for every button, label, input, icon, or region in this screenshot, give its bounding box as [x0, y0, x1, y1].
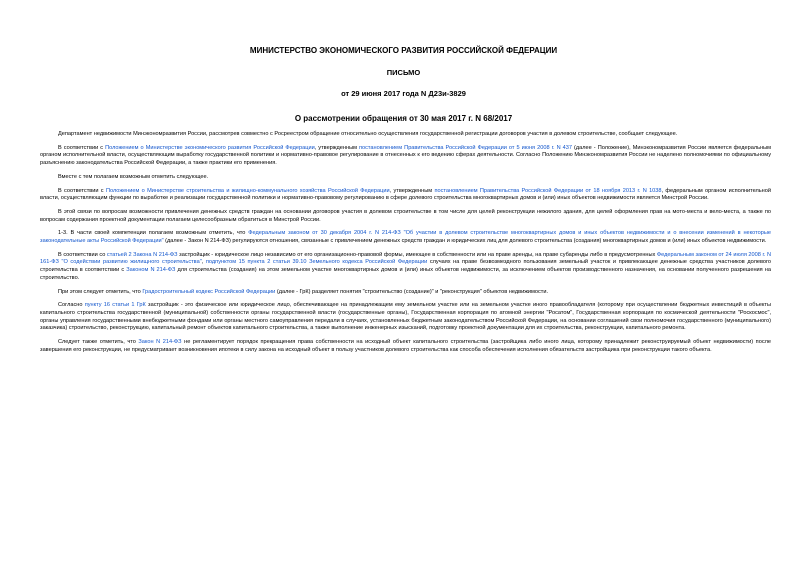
document-body: [40, 131, 771, 360]
document-link[interactable]: постановлением Правительства Российской Федерации от 18 ноября 2013 г. N 1038: [434, 187, 662, 194]
paragraph-text: для строительства (создания) на этом земельном участке многоквартирных домов и (или) иных объектов недвижимости, за исключением объектов производственного назначения, на основании полученного разрешения на строительство.: [40, 267, 771, 281]
paragraph-text: (далее - ГрК) разделяет понятия "строительство (создание)" и "реконструкция" объектов недвижимости.: [275, 288, 549, 295]
paragraph: [40, 209, 771, 224]
paragraph: [40, 289, 771, 297]
paragraph: [40, 302, 771, 333]
paragraph-text: Следует также отметить, что: [58, 339, 139, 346]
paragraph-text: Согласно: [58, 302, 85, 309]
paragraph-text: При этом следует отметить, что: [58, 288, 143, 295]
paragraph-text: (далее - Закон N 214-ФЗ) регулируются отношения, связанные с привлечением денежных средств граждан и юридических лиц для долевого строительства (создания) многоквартирных домов и (или) иных объектов недвижимости.: [163, 238, 767, 245]
paragraph: [40, 230, 771, 245]
paragraph-text: , федеральным органом исполнительной власти, осуществляющим функции по выработке и реализации государственной политики и нормативно-правовому регулированию в сфере долевого строительства многоквартирных домов и (или) иных объектов недвижимости является Минстрой России.: [40, 187, 772, 202]
paragraph-text: В этой связи по вопросам возможности привлечения денежных средств граждан на основании договоров участия в долевом строительстве в том числе для целей реконструкции нежилого здания, для целей оформления прав на мото-места и вело-места, а также по вопросам содержания проектной документации полагаем целесообразным обратиться в Минстрой России.: [40, 208, 771, 223]
document-link[interactable]: постановлением Правительства Российской Федерации от 5 июня 2008 г. N 437: [359, 144, 572, 151]
paragraph: [40, 188, 771, 203]
document-link[interactable]: подпунктом 15 пункта 2 статьи 39.10 Земельного кодекса Российской Федерации: [205, 259, 428, 266]
ministry-heading: МИНИСТЕРСТВО ЭКОНОМИЧЕСКОГО РАЗВИТИЯ РОССИЙСКОЙ ФЕДЕРАЦИИ: [249, 46, 558, 55]
paragraph-text: В соответствии со: [58, 251, 107, 258]
paragraph-text: застройщик - юридическое лицо независимо от его организационно-правовой формы, имеющее в собственности или на праве аренды, на праве субаренды либо в предусмотренных: [177, 251, 657, 258]
document-link[interactable]: Федеральным законом от 24 июля 2008 г. N 161-ФЗ "О содействии развитию жилищного строительства": [40, 251, 771, 266]
document-link[interactable]: Положением о Министерстве экономического развития Российской Федерации: [105, 144, 315, 151]
paragraph: [40, 339, 771, 354]
paragraph: [40, 145, 771, 168]
paragraph: [40, 252, 771, 283]
paragraph-text: случаях на праве безвозмездного пользования земельный участок и привлекающее денежные средства участников долевого строительства в соответствии с: [40, 259, 771, 274]
paragraph-text: ,: [201, 259, 206, 266]
paragraph-text: не регламентирует порядок прекращения права собственности на исходный объект капитального строительства (застройщика либо иного лица, которому принадлежит реконструируемый объект недвижимости) после завершения его реконструкции, не предусматривает возникновения ипотеки в силу закона на исходный объект в пользу участников долевого строительства как способа обеспечения исполнения обязательств застройщика при реконструкции такого объекта.: [40, 339, 771, 353]
document-subject: О рассмотрении обращения от 30 мая 2017 г. N 68/2017: [294, 114, 513, 123]
document-link[interactable]: Градостроительный кодекс Российской Федерации: [142, 288, 276, 295]
document-type: ПИСЬМО: [386, 68, 421, 77]
document-link[interactable]: статьей 2 Закона N 214-ФЗ: [106, 251, 178, 258]
document-link[interactable]: Положением о Министерстве строительства и жилищно-коммунального хозяйства Российской Федерации: [105, 187, 390, 194]
paragraph-text: (далее - Положение), Минэкономразвития России является федеральным органом исполнительной власти, осуществляющим выработку государственной политики и нормативно-правовое регулирование в отнесенных к его ведению сферах деятельности. Согласно Положению Минэкономразвития России не наделено полномочиями по официальному разъяснению законодательства Российской Федерации, а также практики его применения.: [40, 144, 771, 167]
paragraph: [40, 174, 771, 182]
paragraph-text: В соответствии с: [58, 187, 106, 194]
paragraph-text: Департамент недвижимости Минэкономразвития России, рассмотрев совместно с Росреестром обращение относительно осуществления государственной регистрации договоров участия в долевом строительстве, сообщает следующее.: [58, 131, 678, 137]
document-link[interactable]: Закон N 214-ФЗ: [138, 339, 182, 346]
paragraph-text: Вместе с тем полагаем возможным отметить следующее.: [58, 173, 209, 180]
paragraph-text: В соответствии с: [58, 144, 106, 151]
document-link[interactable]: Законом N 214-ФЗ: [126, 267, 176, 274]
paragraph-text: застройщик - это физическое или юридическое лицо, обеспечивающее на принадлежащем ему земельном участке или на земельном участке иного правообладателя (которому при осуществлении бюджетных инвестиций в объекты капитального строительства государственной (муниципальной) собственности органы государственной власти (государственные органы), Государственная корпорация по атомной энергии "Росатом", Государственная корпорация по космической деятельности "Роскосмос", органы управления государственными внебюджетными фондами или органы местного самоуправления передали в случаях, установленных бюджетным законодательством Российской Федерации, на основании соглашений свои полномочия государственного (муниципального) заказчика) строительство, реконструкцию, капитальный ремонт объектов капитального строительства, а также выполнение инженерных изысканий, подготовку проектной документации для их строительства, реконструкции, капитального ремонта.: [40, 302, 771, 332]
document-link[interactable]: пункту 16 статьи 1 ГрК: [84, 302, 146, 309]
document-link[interactable]: Федеральным законом от 30 декабря 2004 г. N 214-ФЗ "Об участии в долевом строительстве многоквартирных домов и иных объектов недвижимости и о внесении изменений в некоторые законодательные акты Российской Федерации": [40, 230, 771, 245]
paragraph: [40, 131, 771, 139]
paragraph-text: 1-3. В части своей компетенции полагаем возможным отметить, что: [58, 230, 249, 237]
document-date-number: от 29 июня 2017 года N Д23и-3829: [341, 89, 466, 98]
paragraph-text: , утвержденным: [314, 144, 359, 151]
paragraph-text: , утвержденным: [389, 187, 435, 194]
